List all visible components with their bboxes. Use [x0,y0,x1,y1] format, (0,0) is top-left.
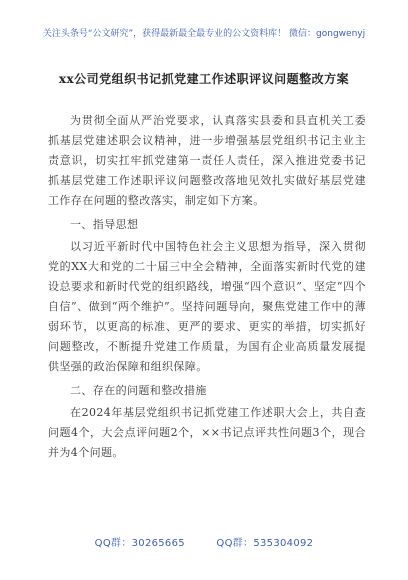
qq-group-1: QQ群：30265665 [94,538,185,549]
problems-paragraph: 在2024年基层党组织书记抓党建工作述职大会上，共自查问题4个，大会点评问题2个，××书记点评共性问题3个，现合并为4个问题。 [48,406,366,459]
section-heading-guiding-ideology: 一、指导思想 [70,218,139,231]
qq-group-2: QQ群：535304092 [216,538,314,549]
header-promo-note: 关注头条号“公文研究”，获得最新最全最专业的公文资料库！ 微信：gongwenyj [42,29,366,39]
document-body [48,111,366,463]
guiding-ideology-paragraph: 以习近平新时代中国特色社会主义思想为指导，深入贯彻党的XX大和党的二十届三中全会精神，全面落实新时代党的建设总要求和新时代党的组织路线，增强“四个意识”、坚定“四个自信”、做到“两个维护”。坚持问题导向，聚焦党建工作中的薄弱环节，以更高的标准、更严的要求、更实的举措，切实抓好问题整改，不断提升党建工作质量，为国有企业高质量发展提供坚强的政治保障和组织保障。 [48,240,366,373]
intro-paragraph: 为贯彻全面从严治党要求，认真落实县委和县直机关工委抓基层党建述职会议精神，进一步增强基层党组织书记主业主责意识，切实扛牢抓党建第一责任人责任，深入推进党委书记抓基层党建工作述职评议问题整改落地见效扎实做好基层党建工作存在问题的整改落实，制定如下方案。 [48,114,366,207]
section-heading-problems-measures: 二、存在的问题和整改措施 [70,384,207,397]
document-title: xx公司党组织书记抓党建工作述职评议问题整改方案 [58,72,350,86]
footer-qq-groups [0,534,408,549]
